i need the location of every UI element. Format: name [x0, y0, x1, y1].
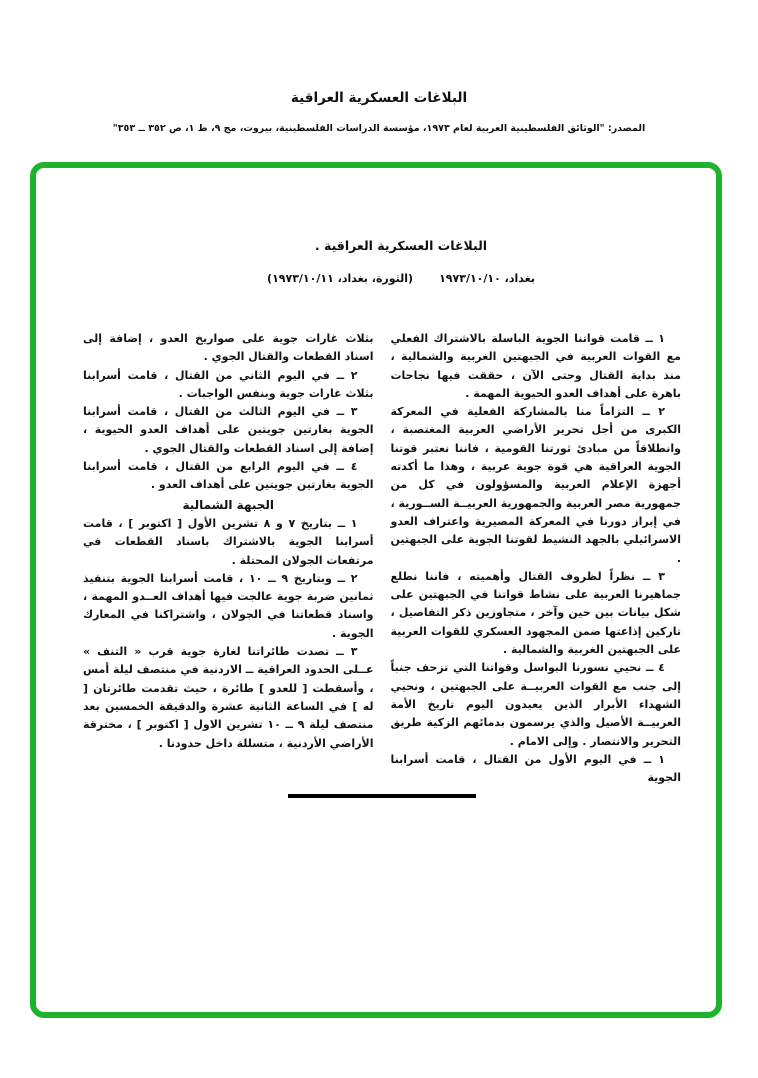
paragraph-day-3: ٣ ــ في اليوم الثالث من القتال ، قامت أسرابنا الجوية بغارتين جويتين على أهداف العدو الحيوية ، إضافة إلى اسناد القطعات والقتال الجوي .	[83, 405, 374, 455]
paragraph-northern-3: ٣ ــ تصدت طائراتنا لغارة جوية قرب « التنف » عــلى الحدود العراقية ــ الاردنية في منتصف ليلة أمس ، وأسقطت [ للعدو ] طائرة ، حيث تقدمت طائرتان [ له ] في الساعة الثانية عشرة والدقيقة الخمسين بعد منتصف ليلة ٩ ــ ١٠ تشرين الاول [ اكتوبر ] ، مخترقة الأراضي الأردنية ، متسللة داخل حدودنا .	[83, 645, 374, 750]
column-right	[391, 330, 682, 787]
section-heading-northern-front: الجبهة الشمالية	[182, 497, 275, 512]
paragraph-day-4: ٤ ــ في اليوم الرابع من القتال ، قامت أسرابنا الجوية بغارتين جويتين على أهداف العدو .	[83, 460, 374, 492]
dateline-place-date: بغداد، ١٩٧٣/١٠/١٠	[439, 272, 535, 285]
paragraph-northern-2: ٢ ــ وبتاريخ ٩ ــ ١٠ ، قامت أسرابنا الجوية بتنفيذ ثمانين ضربة جوية عالجت فيها أهداف العــدو المهمة ، واسناد قطعاتنا في الجولان ، واشتراكنا في المعارك الجوية .	[83, 571, 374, 640]
paragraph-day-1-continuation: بثلاث غارات جوية على صواريخ العدو ، إضافة إلى اسناد القطعات والقتال الجوي .	[83, 332, 374, 364]
paragraph-communique-4: ٤ ــ نحيي نسورنا البواسل وقواتنا التي تزحف جنباً إلى جنب مع القوات العربيــة على الجبهتين ، ونحيي الشهداء الأبرار الذين يعيدون اليوم تاريخ الأمة العربيــة الأصيل والذي يرسمون بدمائهم الزكية طريق التحرير والانتصار . وإلى الامام .	[390, 661, 681, 748]
page-title: البلاغات العسكرية العراقية	[290, 90, 468, 106]
document-dateline	[61, 272, 741, 285]
paragraph-northern-1: ١ ــ بتاريخ ٧ و ٨ تشرين الأول [ اكتوبر ] ، قامت أسرابنا الجوية بالاشتراك باسناد القطعات في مرتفعات الجولان المحتلة .	[83, 516, 374, 567]
column-left	[83, 330, 374, 787]
document-frame	[30, 162, 722, 1018]
bottom-divider	[288, 794, 476, 798]
document-columns	[83, 330, 681, 787]
paragraph-communique-1: ١ ــ قامت قواتنا الجوية الباسلة بالاشتراك الفعلي مع القوات العربية في الجبهتين الغربية والشمالية ، منذ بداية القتال وحتى الآن ، حققت فيها نجاحات باهرة على أهداف العدو الحيوية المهمة .	[390, 332, 681, 400]
document-title: البلاغات العسكرية العراقية .	[314, 238, 488, 253]
paragraph-day-2: ٢ ــ في اليوم الثاني من القتال ، قامت أسرابنا بثلاث غارات جوية وبنفس الواجبات .	[83, 368, 374, 400]
paragraph-communique-3: ٣ ــ نظراً لظروف القتال وأهميته ، فاننا نطلع جماهيرنا العربية على نشاط قواتنا في الجبهتين على شكل بيانات بين حين وآخر ، متجاوزين ذكر التفاصيل ، تاركين إذاعتها ضمن المجهود العسكري للقوات العربية على الجبهتين الغربية والشمالية .	[390, 569, 681, 657]
source-citation: المصدر: "الوثائق الفلسطينية العربية لعام ١٩٧٣، مؤسسة الدراسات الفلسطينية، بيروت، مج ٩، ط ١، ص ٣٥٢ ــ ٣٥٣"	[112, 123, 646, 134]
dateline-source-ref: (الثورة، بغداد، ١٩٧٣/١٠/١١)	[267, 272, 414, 285]
paragraph-communique-2: ٢ ــ التزاماً منا بالمشاركة الفعلية في المعركة الكبرى من أجل تحرير الأراضي العربية المغتصبة ، وانطلاقاً من مبادئ ثورتنا القومية ، فاننا نعتبر قوتنا الجوية العراقية هي قوة جوية عربية ، وهذا ما أكدته أجهزة الإعلام العربية والمسؤولون في كل من جمهورية مصر العربية والجمهورية العربيــة الســورية ، في إبراز دورنا في المعركة المصيرية واعتراف العدو الاسرائيلي بالجهد النشيط لقوتنا الجوية على الجبهتين .	[390, 405, 681, 565]
paragraph-day-1-start: ١ ــ في اليوم الأول من القتال ، قامت أسرابنا الجوية	[390, 752, 681, 785]
